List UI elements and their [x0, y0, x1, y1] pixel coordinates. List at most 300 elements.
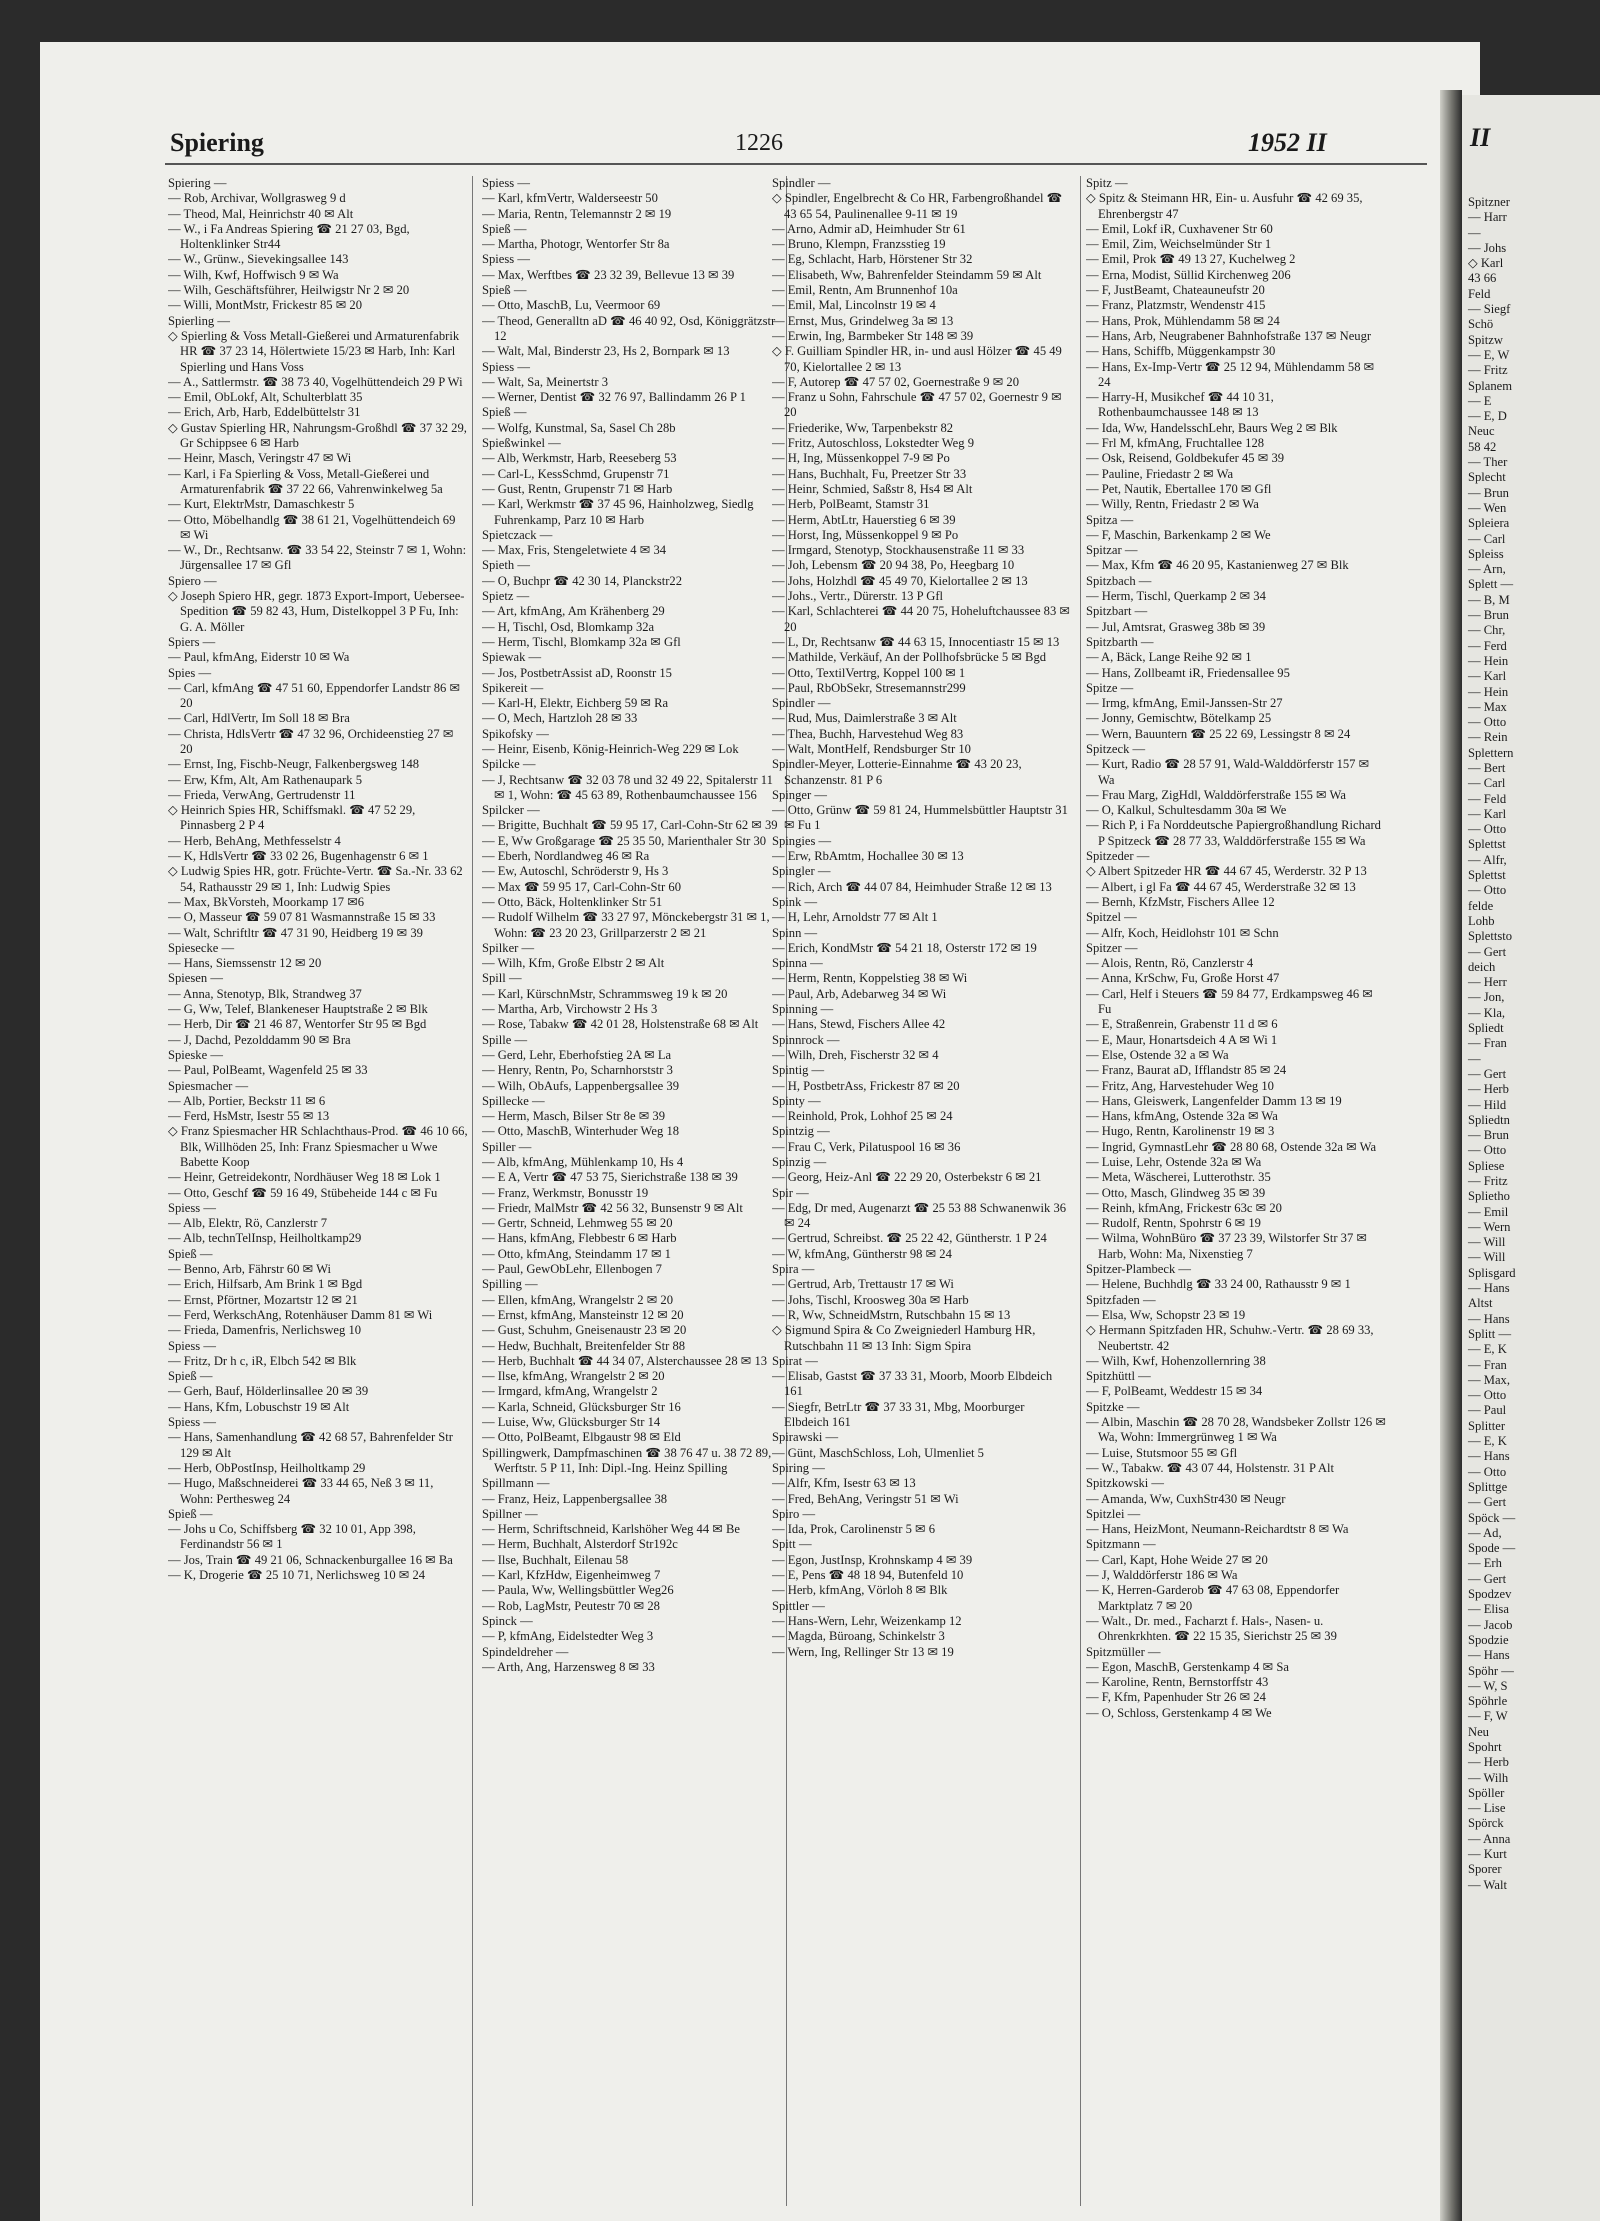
- directory-entry: — Jul, Amtsrat, Grasweg 38b ✉ 39: [1086, 619, 1266, 634]
- directory-entry: — Alb, Portier, Beckstr 11 ✉ 6: [168, 1093, 326, 1108]
- directory-entry: — Fred, BehAng, Veringstr 51 ✉ Wi: [772, 1491, 959, 1506]
- directory-entry: Spitzmann —: [1086, 1537, 1156, 1552]
- column-4: [1086, 176, 1386, 2206]
- directory-entry: — Hans, kfmAng, Ostende 32a ✉ Wa: [1086, 1109, 1278, 1124]
- directory-entry: — Emil, ObLokf, Alt, Schulterblatt 35: [168, 390, 363, 405]
- directory-entry: — J, Dachd, Pezolddamm 90 ✉ Bra: [168, 1032, 351, 1047]
- directory-entry: — Erich, Arb, Harb, Eddelbüttelstr 31: [168, 405, 361, 420]
- directory-entry: — Magda, Büroang, Schinkelstr 3: [772, 1629, 945, 1644]
- directory-entry: — Rob, Archivar, Wollgrasweg 9 d: [168, 191, 346, 206]
- directory-entry: — Gertrud, Schreibst. ☎ 25 22 42, Güntherstr. 1 P 24: [772, 1231, 1047, 1246]
- directory-entry: Spieß —: [482, 221, 527, 236]
- directory-entry: Spinning —: [772, 1002, 834, 1017]
- directory-entry: — Ilse, Buchhalt, Eilenau 58: [482, 1552, 629, 1567]
- directory-entry: — Rich, Arch ☎ 44 07 84, Heimhuder Straße 12 ✉ 13: [772, 879, 1052, 894]
- next-page-line: Spliedt: [1468, 1021, 1504, 1036]
- next-page-line: — E, K: [1468, 1434, 1507, 1449]
- directory-entry: — J, Rechtsanw ☎ 32 03 78 und 32 49 22, Spitalerstr 11 ✉ 1, Wohn: ☎ 45 63 89, Rothenbaumchaussee 156: [482, 772, 773, 802]
- directory-entry: — Brigitte, Buchhalt ☎ 59 95 17, Carl-Cohn-Str 62 ✉ 39: [482, 818, 778, 833]
- directory-entry: Spitza —: [1086, 512, 1134, 527]
- next-page-line: — Bert: [1468, 760, 1506, 775]
- directory-entry: — Wilh, ObAufs, Lappenbergsallee 39: [482, 1078, 679, 1093]
- directory-entry: — Hans, Arb, Neugrabener Bahnhofstraße 137 ✉ Neugr: [1086, 328, 1372, 343]
- directory-entry: — Max, BkVorsteh, Moorkamp 17 ✉6: [168, 894, 365, 909]
- directory-entry: Spitzhüttl —: [1086, 1369, 1151, 1384]
- directory-entry: — H, Lehr, Arnoldstr 77 ✉ Alt 1: [772, 910, 938, 925]
- directory-entry: — Alois, Rentn, Rö, Canzlerstr 4: [1086, 956, 1254, 971]
- directory-entry: — Hans, Zollbeamt iR, Friedensallee 95: [1086, 665, 1290, 680]
- directory-entry: Spindler-Meyer, Lotterie-Einnahme ☎ 43 20 23, Schanzenstr. 81 P 6: [772, 757, 1022, 787]
- directory-entry: — Albert, i gl Fa ☎ 44 67 45, Werderstraße 32 ✉ 13: [1086, 879, 1356, 894]
- directory-entry: — Karl, Schlachterei ☎ 44 20 75, Hoheluftchaussee 83 ✉ 20: [772, 604, 1070, 634]
- directory-entry: — Herb, ObPostInsp, Heilholtkamp 29: [168, 1460, 366, 1475]
- directory-entry: — Karl, i Fa Spierling & Voss, Metall-Gießerei und Armaturenfabrik ☎ 37 22 66, Vahrenwinkelweg 5a: [168, 466, 443, 496]
- directory-entry: — Ernst, Mus, Grindelweg 3a ✉ 13: [772, 313, 954, 328]
- directory-entry: — Kurt, Radio ☎ 28 57 91, Wald-Walddörferstr 157 ✉ Wa: [1086, 757, 1370, 787]
- directory-entry: — Friedr, MalMstr ☎ 42 56 32, Bunsenstr 9 ✉ Alt: [482, 1200, 743, 1215]
- directory-entry: — Elisabeth, Ww, Bahrenfelder Steindamm 59 ✉ Alt: [772, 267, 1042, 282]
- directory-entry: Spierling —: [168, 313, 230, 328]
- directory-entry: — Emil, Mal, Lincolnstr 19 ✉ 4: [772, 298, 936, 313]
- directory-entry: — Heinr, Schmied, Saßstr 8, Hs4 ✉ Alt: [772, 481, 973, 496]
- directory-entry: — Fritz, Ang, Harvestehuder Weg 10: [1086, 1078, 1274, 1093]
- directory-entry: — Anna, Stenotyp, Blk, Strandweg 37: [168, 986, 362, 1001]
- directory-entry: ◇ Franz Spiesmacher HR Schlachthaus-Prod. ☎ 46 10 66, Blk, Willhöden 25, Inh: Franz Spiesmacher u Wwe Babette Koop: [168, 1124, 468, 1169]
- next-page-line: — Siegf: [1468, 302, 1511, 317]
- directory-entry: — Herb, kfmAng, Vörloh 8 ✉ Blk: [772, 1583, 948, 1598]
- directory-entry: — Herm, Schriftschneid, Karlshöher Weg 44 ✉ Be: [482, 1522, 740, 1537]
- directory-entry: — Heinr, Getreidekontr, Nordhäuser Weg 18 ✉ Lok 1: [168, 1170, 441, 1185]
- directory-entry: ◇ F. Guilliam Spindler HR, in- und ausl Hölzer ☎ 45 49 70, Kielortallee 2 ✉ 13: [772, 344, 1062, 374]
- directory-entry: — Elisab, Gastst ☎ 37 33 31, Moorb, Moorb Elbdeich 161: [772, 1369, 1053, 1399]
- directory-entry: Spitzlei —: [1086, 1506, 1141, 1521]
- next-page-line: — Otto: [1468, 715, 1507, 730]
- column-1: [168, 176, 468, 2206]
- directory-entry: — Paul, PolBeamt, Wagenfeld 25 ✉ 33: [168, 1063, 368, 1078]
- directory-entry: — Siegfr, BetrLtr ☎ 37 33 31, Mbg, Moorburger Elbdeich 161: [772, 1399, 1025, 1430]
- directory-entry: Spiro —: [772, 1506, 816, 1521]
- directory-entry: ◇ Spitz & Steimann HR, Ein- u. Ausfuhr ☎ 42 69 35, Ehrenbergstr 47: [1086, 191, 1363, 221]
- directory-entry: Spieske —: [168, 1047, 223, 1062]
- directory-entry: Spitzmüller —: [1086, 1644, 1161, 1659]
- directory-entry: Spiess —: [482, 252, 530, 267]
- directory-entry: — Jos, Train ☎ 49 21 06, Schnackenburgallee 16 ✉ Ba: [168, 1552, 453, 1567]
- next-page-line: Spode —: [1468, 1541, 1516, 1556]
- directory-entry: Spilling —: [482, 1277, 538, 1292]
- directory-entry: — Else, Ostende 32 a ✉ Wa: [1086, 1047, 1229, 1062]
- directory-entry: — Johs, Holzhdl ☎ 45 49 70, Kielortallee 2 ✉ 13: [772, 573, 1028, 588]
- directory-entry: Spirat —: [772, 1353, 818, 1368]
- directory-entry: — Hans, Samenhandlung ☎ 42 68 57, Bahrenfelder Str 129 ✉ Alt: [168, 1430, 454, 1460]
- next-page-line: Spöhrle: [1468, 1694, 1508, 1709]
- directory-entry: — Martha, Arb, Virchowstr 2 Hs 3: [482, 1002, 658, 1017]
- directory-entry: Spira —: [772, 1262, 815, 1277]
- directory-entry: ◇ Joseph Spiero HR, gegr. 1873 Export-Import, Uebersee-Spedition ☎ 59 82 43, Hum, Distelkoppel 3 P Fu, Inh: G. A. Möller: [168, 589, 465, 634]
- directory-entry: — Helene, Buchhdlg ☎ 33 24 00, Rathausstr 9 ✉ 1: [1086, 1277, 1351, 1292]
- directory-entry: — Frau Marg, ZigHdl, Walddörferstraße 155 ✉ Wa: [1086, 787, 1346, 802]
- directory-entry: — Herm, Rentn, Koppelstieg 38 ✉ Wi: [772, 971, 968, 986]
- directory-entry: — Carl, Helf i Steuers ☎ 59 84 77, Erdkampsweg 46 ✉ Fu: [1086, 986, 1373, 1017]
- directory-entry: — Hans, HeizMont, Neumann-Reichardtstr 8 ✉ Wa: [1086, 1522, 1349, 1537]
- directory-entry: — Reinhold, Prok, Lohhof 25 ✉ 24: [772, 1109, 953, 1124]
- directory-entry: Spikereit —: [482, 680, 544, 695]
- next-page-line: — Fritz: [1468, 1174, 1508, 1188]
- next-page-line: — Herr: [1468, 975, 1507, 990]
- next-page-line: — Hans: [1468, 1648, 1510, 1663]
- directory-entry: Spingler —: [772, 864, 831, 879]
- next-page-line: — Emil: [1468, 1204, 1509, 1219]
- next-page-line: — E, K: [1468, 1342, 1507, 1357]
- directory-entry: — Meta, Wäscherei, Lutterothstr. 35: [1086, 1170, 1271, 1185]
- directory-entry: — E, Maur, Honartsdeich 4 A ✉ Wi 1: [1086, 1032, 1278, 1047]
- next-page-line: — Karl: [1468, 669, 1507, 684]
- next-page-line: — Wilh: [1468, 1770, 1509, 1785]
- directory-entry: — Herm, Masch, Bilser Str 8e ✉ 39: [482, 1109, 665, 1124]
- directory-entry: Spink —: [772, 894, 818, 909]
- next-page-line: — Feld: [1468, 791, 1507, 806]
- next-page-line: — Paul: [1468, 1403, 1507, 1418]
- column-2: [482, 176, 782, 2206]
- directory-entry: — Fritz, Dr h c, iR, Elbch 542 ✉ Blk: [168, 1353, 357, 1368]
- directory-entry: — Ferd, HsMstr, Isestr 55 ✉ 13: [168, 1109, 330, 1124]
- directory-entry: — Wilh, Kwf, Hoffwisch 9 ✉ Wa: [168, 267, 339, 282]
- directory-entry: — Gerd, Lehr, Eberhofstieg 2A ✉ La: [482, 1047, 672, 1062]
- next-page-line: — B, M: [1468, 592, 1510, 607]
- directory-entry: — O, Buchpr ☎ 42 30 14, Planckstr22: [482, 573, 683, 588]
- directory-entry: ◇ Spierling & Voss Metall-Gießerei und Armaturenfabrik HR ☎ 37 23 14, Hölertwiete 15/23 ✉ Harb, Inh: Karl Spierling und Hans Voss: [168, 328, 460, 374]
- directory-entry: — Hugo, Rentn, Karolinenstr 19 ✉ 3: [1086, 1124, 1275, 1139]
- next-page-line: Splettst: [1468, 868, 1506, 883]
- next-page-line: —: [1468, 225, 1481, 240]
- directory-entry: — Wilh, Dreh, Fischerstr 32 ✉ 4: [772, 1047, 939, 1062]
- directory-entry: — Herb, BehAng, Methfesselstr 4: [168, 833, 341, 848]
- directory-entry: — Hugo, Maßschneiderei ☎ 33 44 65, Neß 3 ✉ 11, Wohn: Perthesweg 24: [168, 1476, 434, 1506]
- directory-entry: — Herb, Dir ☎ 21 46 87, Wentorfer Str 95 ✉ Bgd: [168, 1017, 427, 1032]
- directory-entry: — Ingrid, GymnastLehr ☎ 28 80 68, Ostende 32a ✉ Wa: [1086, 1139, 1377, 1154]
- next-page-line: — Walt: [1468, 1877, 1507, 1892]
- next-page-line: — Fritz: [1468, 363, 1508, 378]
- directory-entry: Spikofsky —: [482, 726, 549, 741]
- directory-entry: Spittler —: [772, 1598, 825, 1613]
- directory-entry: Spitzbart —: [1086, 604, 1148, 619]
- directory-entry: — Ilse, kfmAng, Wrangelstr 2 ✉ 20: [482, 1369, 665, 1384]
- next-page-line: — Wern: [1468, 1219, 1511, 1234]
- directory-entry: — Gertrud, Arb, Trettaustr 17 ✉ Wi: [772, 1277, 954, 1292]
- next-page-line: Spliedtn: [1468, 1112, 1510, 1127]
- directory-entry: — Hedw, Buchhalt, Breitenfelder Str 88: [482, 1338, 686, 1353]
- directory-entry: — G, Ww, Telef, Blankeneser Hauptstraße 2 ✉ Blk: [168, 1002, 428, 1017]
- directory-entry: Spieß —: [168, 1246, 213, 1261]
- directory-entry: ◇ Spindler, Engelbrecht & Co HR, Farbengroßhandel ☎ 43 65 54, Paulinenallee 9-11 ✉ 19: [772, 191, 1063, 221]
- next-page-line: Splett —: [1468, 577, 1514, 592]
- directory-entry: — Frl M, kfmAng, Fruchtallee 128: [1086, 436, 1265, 451]
- directory-entry: ◇ Sigmund Spira & Co Zweigniederl Hamburg HR, Rutschbahn 11 ✉ 13 Inh: Sigm Spira: [772, 1323, 1036, 1353]
- next-page-line: — Carl: [1468, 531, 1506, 546]
- next-page-line: — Fran: [1468, 1357, 1507, 1372]
- next-page-line: — E: [1468, 393, 1492, 408]
- directory-entry: — Wern, Bauuntern ☎ 25 22 69, Lessingstr 8 ✉ 24: [1086, 726, 1351, 741]
- directory-entry: — Osk, Reisend, Goldbekufer 45 ✉ 39: [1086, 451, 1285, 466]
- directory-entry: — Franz, Platzmstr, Wendenstr 415: [1086, 298, 1266, 313]
- next-page-line: — Otto: [1468, 883, 1507, 898]
- directory-entry: — Elsa, Ww, Schopstr 23 ✉ 19: [1086, 1307, 1246, 1322]
- next-page-line: 58 42: [1468, 439, 1497, 454]
- next-page-line: — Harr: [1468, 210, 1507, 225]
- directory-entry: — Walt, MontHelf, Rendsburger Str 10: [772, 741, 971, 756]
- directory-entry: — Paula, Ww, Wellingsbüttler Weg26: [482, 1583, 674, 1598]
- next-page-line: — Fran: [1468, 1036, 1507, 1051]
- directory-entry: — Alfr, Kfm, Isestr 63 ✉ 13: [772, 1476, 916, 1491]
- directory-entry: — Egon, MaschB, Gerstenkamp 4 ✉ Sa: [1086, 1659, 1289, 1674]
- directory-entry: — Luise, Lehr, Ostende 32a ✉ Wa: [1086, 1155, 1262, 1169]
- directory-entry: Spiess —: [168, 1200, 216, 1215]
- directory-entry: Spitzke —: [1086, 1399, 1140, 1414]
- directory-entry: Spinn —: [772, 925, 818, 940]
- directory-entry: — Erw, Kfm, Alt, Am Rathenaupark 5: [168, 772, 363, 787]
- column-divider: [1080, 176, 1081, 2206]
- directory-entry: — Herm, AbtLtr, Hauerstieg 6 ✉ 39: [772, 512, 956, 527]
- directory-entry: — Wern, Ing, Rellinger Str 13 ✉ 19: [772, 1644, 954, 1659]
- next-page-line: Spitzw: [1468, 332, 1503, 347]
- directory-entry: Spietczack —: [482, 527, 553, 542]
- directory-entry: — Jos, PostbetrAssist aD, Roonstr 15: [482, 665, 672, 680]
- directory-entry: Spitt —: [772, 1537, 812, 1552]
- next-page-line: — Otto: [1468, 1464, 1507, 1479]
- directory-entry: — Paul, Arb, Adebarweg 34 ✉ Wi: [772, 986, 947, 1001]
- directory-entry: ◇ Gustav Spierling HR, Nahrungsm-Großhdl ☎ 37 32 29, Gr Schippsee 6 ✉ Harb: [168, 420, 467, 451]
- directory-entry: — Ernst, Ing, Fischb-Neugr, Falkenbergsweg 148: [168, 757, 420, 772]
- directory-entry: Spiess —: [482, 359, 530, 374]
- directory-entry: — Karl, kfmVertr, Walderseestr 50: [482, 191, 658, 206]
- directory-entry: — Herm, Tischl, Blomkamp 32a ✉ Gfl: [482, 634, 681, 649]
- directory-entry: Spinzig —: [772, 1155, 827, 1169]
- directory-entry: — Otto, Geschf ☎ 59 16 49, Stübeheide 144 c ✉ Fu: [168, 1185, 438, 1200]
- next-page-line: — Chr,: [1468, 623, 1506, 638]
- directory-entry: — Emil, Rentn, Am Brunnenhof 10a: [772, 283, 958, 298]
- directory-entry: Spitzeck —: [1086, 741, 1146, 756]
- page-number: 1226: [735, 130, 783, 156]
- directory-entry: — Karla, Schneid, Glücksburger Str 16: [482, 1399, 681, 1414]
- directory-entry: — Max, Werftbes ☎ 23 32 39, Bellevue 13 ✉ 39: [482, 267, 735, 282]
- next-page-line: deich: [1468, 959, 1496, 974]
- directory-entry: — O, Mech, Hartzloh 28 ✉ 33: [482, 711, 638, 726]
- column-3: [772, 176, 1072, 2206]
- next-page-line: — Ad,: [1468, 1525, 1502, 1540]
- directory-entry: — Frieda, VerwAng, Gertrudenstr 11: [168, 787, 356, 802]
- directory-entry: — Hans, Stewd, Fischers Allee 42: [772, 1017, 946, 1032]
- directory-entry: — Franz, Heiz, Lappenbergsallee 38: [482, 1491, 668, 1506]
- directory-entry: Spiesecke —: [168, 940, 235, 955]
- directory-entry: Spillecke —: [482, 1093, 545, 1108]
- next-page-line: Sporer: [1468, 1862, 1502, 1877]
- directory-entry: — Eberh, Nordlandweg 46 ✉ Ra: [482, 849, 650, 864]
- directory-entry: — Alb, kfmAng, Mühlenkamp 10, Hs 4: [482, 1155, 684, 1169]
- next-page-line: — Otto: [1468, 1143, 1507, 1158]
- next-page-line: Spleiss: [1468, 546, 1504, 561]
- directory-entry: — Bruno, Klempn, Franzsstieg 19: [772, 237, 946, 252]
- book-gutter: [1440, 90, 1462, 2221]
- directory-entry: Spinnrock —: [772, 1032, 840, 1047]
- directory-entry: — Erna, Modist, Süllid Kirchenweg 206: [1086, 267, 1291, 282]
- directory-entry: ◇ Hermann Spitzfaden HR, Schuhw.-Vertr. ☎ 28 69 33, Neubertstr. 42: [1086, 1323, 1374, 1353]
- directory-entry: — Friederike, Ww, Tarpenbekstr 82: [772, 420, 954, 435]
- directory-entry: — Jonny, Gemischtw, Bötelkamp 25: [1086, 711, 1272, 726]
- directory-entry: — Emil, Lokf iR, Cuxhavener Str 60: [1086, 221, 1273, 236]
- directory-entry: — Heinr, Eisenb, König-Heinrich-Weg 229 ✉ Lok: [482, 741, 739, 756]
- directory-entry: — Emil, Prok ☎ 49 13 27, Kuchelweg 2: [1086, 252, 1296, 267]
- directory-entry: — Franz, Werkmstr, Bonusstr 19: [482, 1185, 649, 1200]
- directory-entry: Spiess —: [482, 176, 530, 190]
- directory-entry: — Hans, Schiffb, Müggenkampstr 30: [1086, 344, 1276, 359]
- next-page-line: Splettst: [1468, 837, 1506, 852]
- directory-entry: — H, PostbetrAss, Frickestr 87 ✉ 20: [772, 1078, 960, 1093]
- directory-entry: — J, Walddörferstr 186 ✉ Wa: [1086, 1568, 1238, 1583]
- directory-entry: — W., i Fa Andreas Spiering ☎ 21 27 03, Bgd, Holtenklinker Str44: [168, 221, 410, 252]
- directory-entry: — Fritz, Autoschloss, Lokstedter Weg 9: [772, 436, 974, 451]
- header-rule: [165, 163, 1427, 165]
- directory-entry: — W, kfmAng, Güntherstr 98 ✉ 24: [772, 1246, 952, 1261]
- next-page-line: Spliese: [1468, 1158, 1505, 1173]
- next-page-line: — W, S: [1468, 1678, 1508, 1693]
- directory-entry: — Otto, TextilVertrg, Koppel 100 ✉ 1: [772, 665, 966, 680]
- directory-entry: Spinna —: [772, 956, 823, 971]
- directory-entry: Spießwinkel —: [482, 436, 561, 451]
- next-page-line: Neuc: [1468, 424, 1495, 439]
- next-page-line: — Erh: [1468, 1556, 1502, 1571]
- directory-entry: Spinger —: [772, 787, 827, 802]
- directory-entry: — K, Herren-Garderob ☎ 47 63 08, Eppendorfer Marktplatz 7 ✉ 20: [1086, 1583, 1340, 1613]
- directory-entry: — E, Ww Großgarage ☎ 25 35 50, Marienthaler Str 30: [482, 833, 767, 848]
- directory-entry: — Henry, Rentn, Po, Scharnhorststr 3: [482, 1063, 673, 1078]
- directory-entry: — Wilh, Kfm, Große Elbstr 2 ✉ Alt: [482, 956, 665, 971]
- next-page-line: — Gert: [1468, 1571, 1507, 1586]
- directory-entry: Spieß —: [482, 283, 527, 298]
- directory-entry: Spitzbach —: [1086, 573, 1152, 588]
- directory-entry: — Heinr, Masch, Veringstr 47 ✉ Wi: [168, 451, 352, 466]
- directory-entry: Spiewak —: [482, 650, 542, 665]
- directory-entry: Spindeldreher —: [482, 1644, 569, 1659]
- directory-entry: — Herm, Buchhalt, Alsterdorf Str192c: [482, 1537, 678, 1552]
- directory-entry: — Otto, Möbelhandlg ☎ 38 61 21, Vogelhüttendeich 69 ✉ Wi: [168, 512, 456, 542]
- directory-entry: — Amanda, Ww, CuxhStr430 ✉ Neugr: [1086, 1491, 1286, 1506]
- directory-entry: — Frau C, Verk, Pilatuspool 16 ✉ 36: [772, 1139, 961, 1154]
- directory-entry: — Benno, Arb, Fährstr 60 ✉ Wi: [168, 1262, 332, 1277]
- directory-entry: — Wilma, WohnBüro ☎ 37 23 39, Wilstorfer Str 37 ✉ Harb, Wohn: Ma, Nixenstieg 7: [1086, 1231, 1367, 1261]
- next-page-line: — Arn,: [1468, 562, 1506, 577]
- directory-entry: Spiring —: [772, 1460, 825, 1475]
- directory-entry: Spies —: [168, 665, 212, 680]
- directory-entry: — O, Schloss, Gerstenkamp 4 ✉ We: [1086, 1705, 1272, 1720]
- directory-entry: Spieß —: [482, 405, 527, 420]
- directory-entry: — Edg, Dr med, Augenarzt ☎ 25 53 88 Schwanenwik 36 ✉ 24: [772, 1200, 1067, 1231]
- directory-entry: — Emil, Zim, Weichselmünder Str 1: [1086, 237, 1272, 252]
- next-page-line: — Kla,: [1468, 1005, 1506, 1020]
- directory-entry: — F, Kfm, Papenhuder Str 26 ✉ 24: [1086, 1690, 1266, 1705]
- directory-entry: — Werner, Dentist ☎ 32 76 97, Ballindamm 26 P 1: [482, 390, 746, 405]
- next-page-line: Splietho: [1468, 1189, 1510, 1204]
- directory-entry: Spitzeder —: [1086, 849, 1150, 864]
- directory-entry: Spieß —: [168, 1506, 213, 1521]
- directory-entry: — H, Ing, Müssenkoppel 7-9 ✉ Po: [772, 451, 950, 466]
- next-page-line: — Ferd: [1468, 638, 1507, 653]
- directory-entry: Spitzkowski —: [1086, 1476, 1165, 1491]
- next-page-line: Splecht: [1468, 470, 1506, 485]
- page-header: [130, 122, 1440, 162]
- directory-entry: — Otto, Grünw ☎ 59 81 24, Hummelsbüttler Hauptstr 31 ✉ Fu 1: [772, 803, 1068, 833]
- directory-entry: Spille —: [482, 1032, 528, 1047]
- directory-entry: — Rudolf Wilhelm ☎ 33 27 97, Mönckebergstr 31 ✉ 1, Wohn: ☎ 23 20 23, Grillparzerstr 2 ✉ 21: [482, 910, 770, 940]
- next-page-line: — Otto: [1468, 822, 1507, 837]
- directory-entry: — Erwin, Ing, Barmbeker Str 148 ✉ 39: [772, 328, 974, 343]
- directory-entry: — Anna, KrSchw, Fu, Große Horst 47: [1086, 971, 1280, 986]
- directory-entry: — F, Maschin, Barkenkamp 2 ✉ We: [1086, 527, 1271, 542]
- directory-entry: — Gust, Rentn, Grupenstr 71 ✉ Harb: [482, 481, 673, 496]
- directory-entry: Spir —: [772, 1185, 809, 1200]
- directory-entry: — Carl, Kapt, Hohe Weide 27 ✉ 20: [1086, 1552, 1268, 1567]
- next-page-line: — Brun: [1468, 1128, 1509, 1143]
- directory-entry: — Hans, Gleiswerk, Langenfelder Damm 13 ✉ 19: [1086, 1093, 1342, 1108]
- next-page-line: Altst: [1468, 1296, 1493, 1311]
- next-page-line: — Otto: [1468, 1388, 1507, 1403]
- next-page-line: — Gert: [1468, 1495, 1507, 1510]
- directory-entry: Spinck —: [482, 1613, 533, 1628]
- directory-entry: — Karl, KürschnMstr, Schrammsweg 19 k ✉ 20: [482, 986, 728, 1001]
- directory-entry: — E, Pens ☎ 48 18 94, Butenfeld 10: [772, 1568, 964, 1583]
- next-page-line: Neu: [1468, 1724, 1489, 1739]
- directory-entry: Spiero —: [168, 573, 217, 588]
- directory-entry: — Maria, Rentn, Telemannstr 2 ✉ 19: [482, 206, 672, 221]
- next-page-line: felde: [1468, 898, 1494, 913]
- next-page-line: — Jacob: [1468, 1617, 1513, 1632]
- directory-entry: — Ida, Prok, Carolinenstr 5 ✉ 6: [772, 1522, 936, 1537]
- directory-entry: Spiller —: [482, 1139, 532, 1154]
- directory-entry: Spitzfaden —: [1086, 1292, 1156, 1307]
- directory-entry: — Wolfg, Kunstmal, Sa, Sasel Ch 28b: [482, 420, 676, 435]
- directory-entry: Spiess —: [168, 1415, 216, 1430]
- next-page-line: — Anna: [1468, 1831, 1511, 1846]
- directory-entry: — Gust, Schuhm, Gneisenaustr 23 ✉ 20: [482, 1323, 687, 1338]
- directory-entry: — Karl, Werkmstr ☎ 37 45 96, Hainholzweg, Siedlg Fuhrenkamp, Parz 10 ✉ Harb: [482, 497, 754, 527]
- directory-entry: — Karoline, Rentn, Bernstorffstr 43: [1086, 1675, 1269, 1690]
- directory-entry: — Hans, Buchhalt, Fu, Preetzer Str 33: [772, 466, 967, 481]
- directory-entry: — Georg, Heiz-Anl ☎ 22 29 20, Osterbekstr 6 ✉ 21: [772, 1170, 1042, 1185]
- next-page-line: — Ther: [1468, 455, 1508, 470]
- directory-entry: — Johs, Tischl, Kroosweg 30a ✉ Harb: [772, 1292, 969, 1307]
- next-page-line: — Hild: [1468, 1097, 1507, 1112]
- directory-entry: Spintig —: [772, 1063, 825, 1078]
- directory-entry: — Gerh, Bauf, Hölderlinsallee 20 ✉ 39: [168, 1384, 369, 1399]
- directory-entry: — Otto, MaschB, Lu, Veermoor 69: [482, 298, 661, 313]
- directory-entry: — Irmg, kfmAng, Emil-Janssen-Str 27: [1086, 696, 1283, 711]
- directory-entry: — Luise, Ww, Glücksburger Str 14: [482, 1415, 661, 1430]
- directory-entry: — Max, Kfm ☎ 46 20 95, Kastanienweg 27 ✉ Blk: [1086, 558, 1349, 573]
- directory-entry: — Rose, Tabakw ☎ 42 01 28, Holstenstraße 68 ✉ Alt: [482, 1017, 759, 1032]
- directory-entry: — F, Autorep ☎ 47 57 02, Goernestraße 9 ✉ 20: [772, 374, 1019, 389]
- next-page-line: — E, W: [1468, 347, 1510, 362]
- next-page-line: Feld: [1468, 286, 1491, 301]
- directory-entry: — Irmgard, kfmAng, Wrangelstr 2: [482, 1384, 658, 1399]
- next-page-line: Splittge: [1468, 1479, 1508, 1494]
- next-page-line: Spohrt: [1468, 1739, 1502, 1754]
- next-page-line: — Herb: [1468, 1082, 1509, 1097]
- directory-entry: — Alb, Elektr, Rö, Canzlerstr 7: [168, 1216, 327, 1231]
- next-page-line: — Hein: [1468, 653, 1509, 668]
- directory-entry: — Herb, PolBeamt, Stamstr 31: [772, 497, 930, 512]
- next-page-line: — Gert: [1468, 1066, 1507, 1081]
- directory-entry: — Irmgard, Stenotyp, Stockhausenstraße 11 ✉ 33: [772, 543, 1025, 558]
- next-page-line: — Johs: [1468, 240, 1507, 255]
- directory-entry: — Ew, Autoschl, Schröderstr 9, Hs 3: [482, 864, 669, 879]
